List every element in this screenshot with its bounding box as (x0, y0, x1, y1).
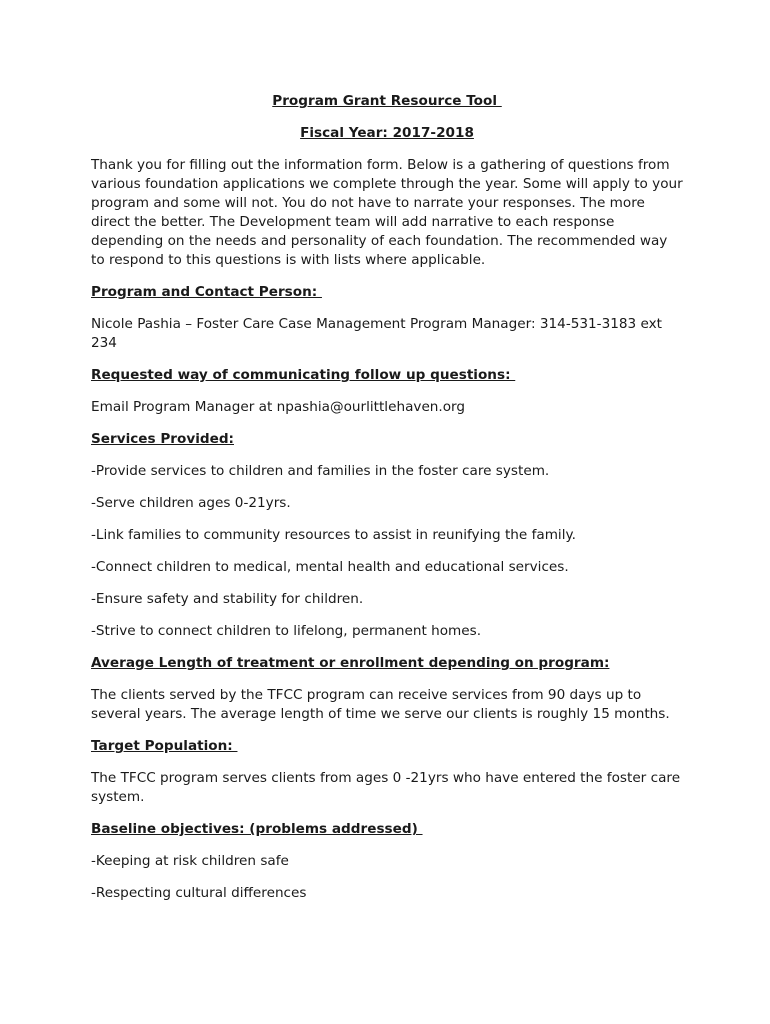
list-item: -Keeping at risk children safe (91, 853, 289, 869)
list-item: -Provide services to children and families in the foster care system. (91, 463, 550, 479)
treatment-length-body: The clients served by the TFCC program can receive services from 90 days up to several years. The average length of time we serve our clients is roughly 15 months. (91, 687, 670, 722)
contact-body: Nicole Pashia – Foster Care Case Management Program Manager: 314-531-3183 ext 234 (91, 316, 662, 351)
contact-heading: Program and Contact Person: (91, 284, 322, 300)
target-population-heading: Target Population: (91, 738, 238, 754)
communication-body: Email Program Manager at npashia@ourlittlehaven.org (91, 399, 466, 415)
treatment-length-heading: Average Length of treatment or enrollment depending on program: (91, 655, 610, 671)
list-item: -Serve children ages 0-21yrs. (91, 495, 291, 511)
document-title: Program Grant Resource Tool (272, 93, 502, 109)
document-page (91, 92, 683, 916)
services-heading: Services Provided: (91, 431, 234, 447)
list-item: -Connect children to medical, mental health and educational services. (91, 559, 569, 575)
list-item: -Respecting cultural differences (91, 885, 307, 901)
intro-paragraph: Thank you for filling out the information form. Below is a gathering of questions from various foundation applications we complete through the year. Some will apply to your program and some will not. You do not have to narrate your responses. The more direct the better. The Development team will add narrative to each response depending on the needs and personality of each foundation. The recommended way to respond to this questions is with lists where applicable. (91, 157, 683, 268)
list-item: -Strive to connect children to lifelong, permanent homes. (91, 623, 482, 639)
fiscal-year-heading: Fiscal Year: 2017-2018 (300, 125, 474, 141)
baseline-objectives-heading: Baseline objectives: (problems addressed) (91, 821, 423, 837)
target-population-body: The TFCC program serves clients from ages 0 -21yrs who have entered the foster care system. (91, 770, 681, 805)
list-item: -Ensure safety and stability for children. (91, 591, 364, 607)
list-item: -Link families to community resources to assist in reunifying the family. (91, 527, 576, 543)
communication-heading: Requested way of communicating follow up questions: (91, 367, 516, 383)
